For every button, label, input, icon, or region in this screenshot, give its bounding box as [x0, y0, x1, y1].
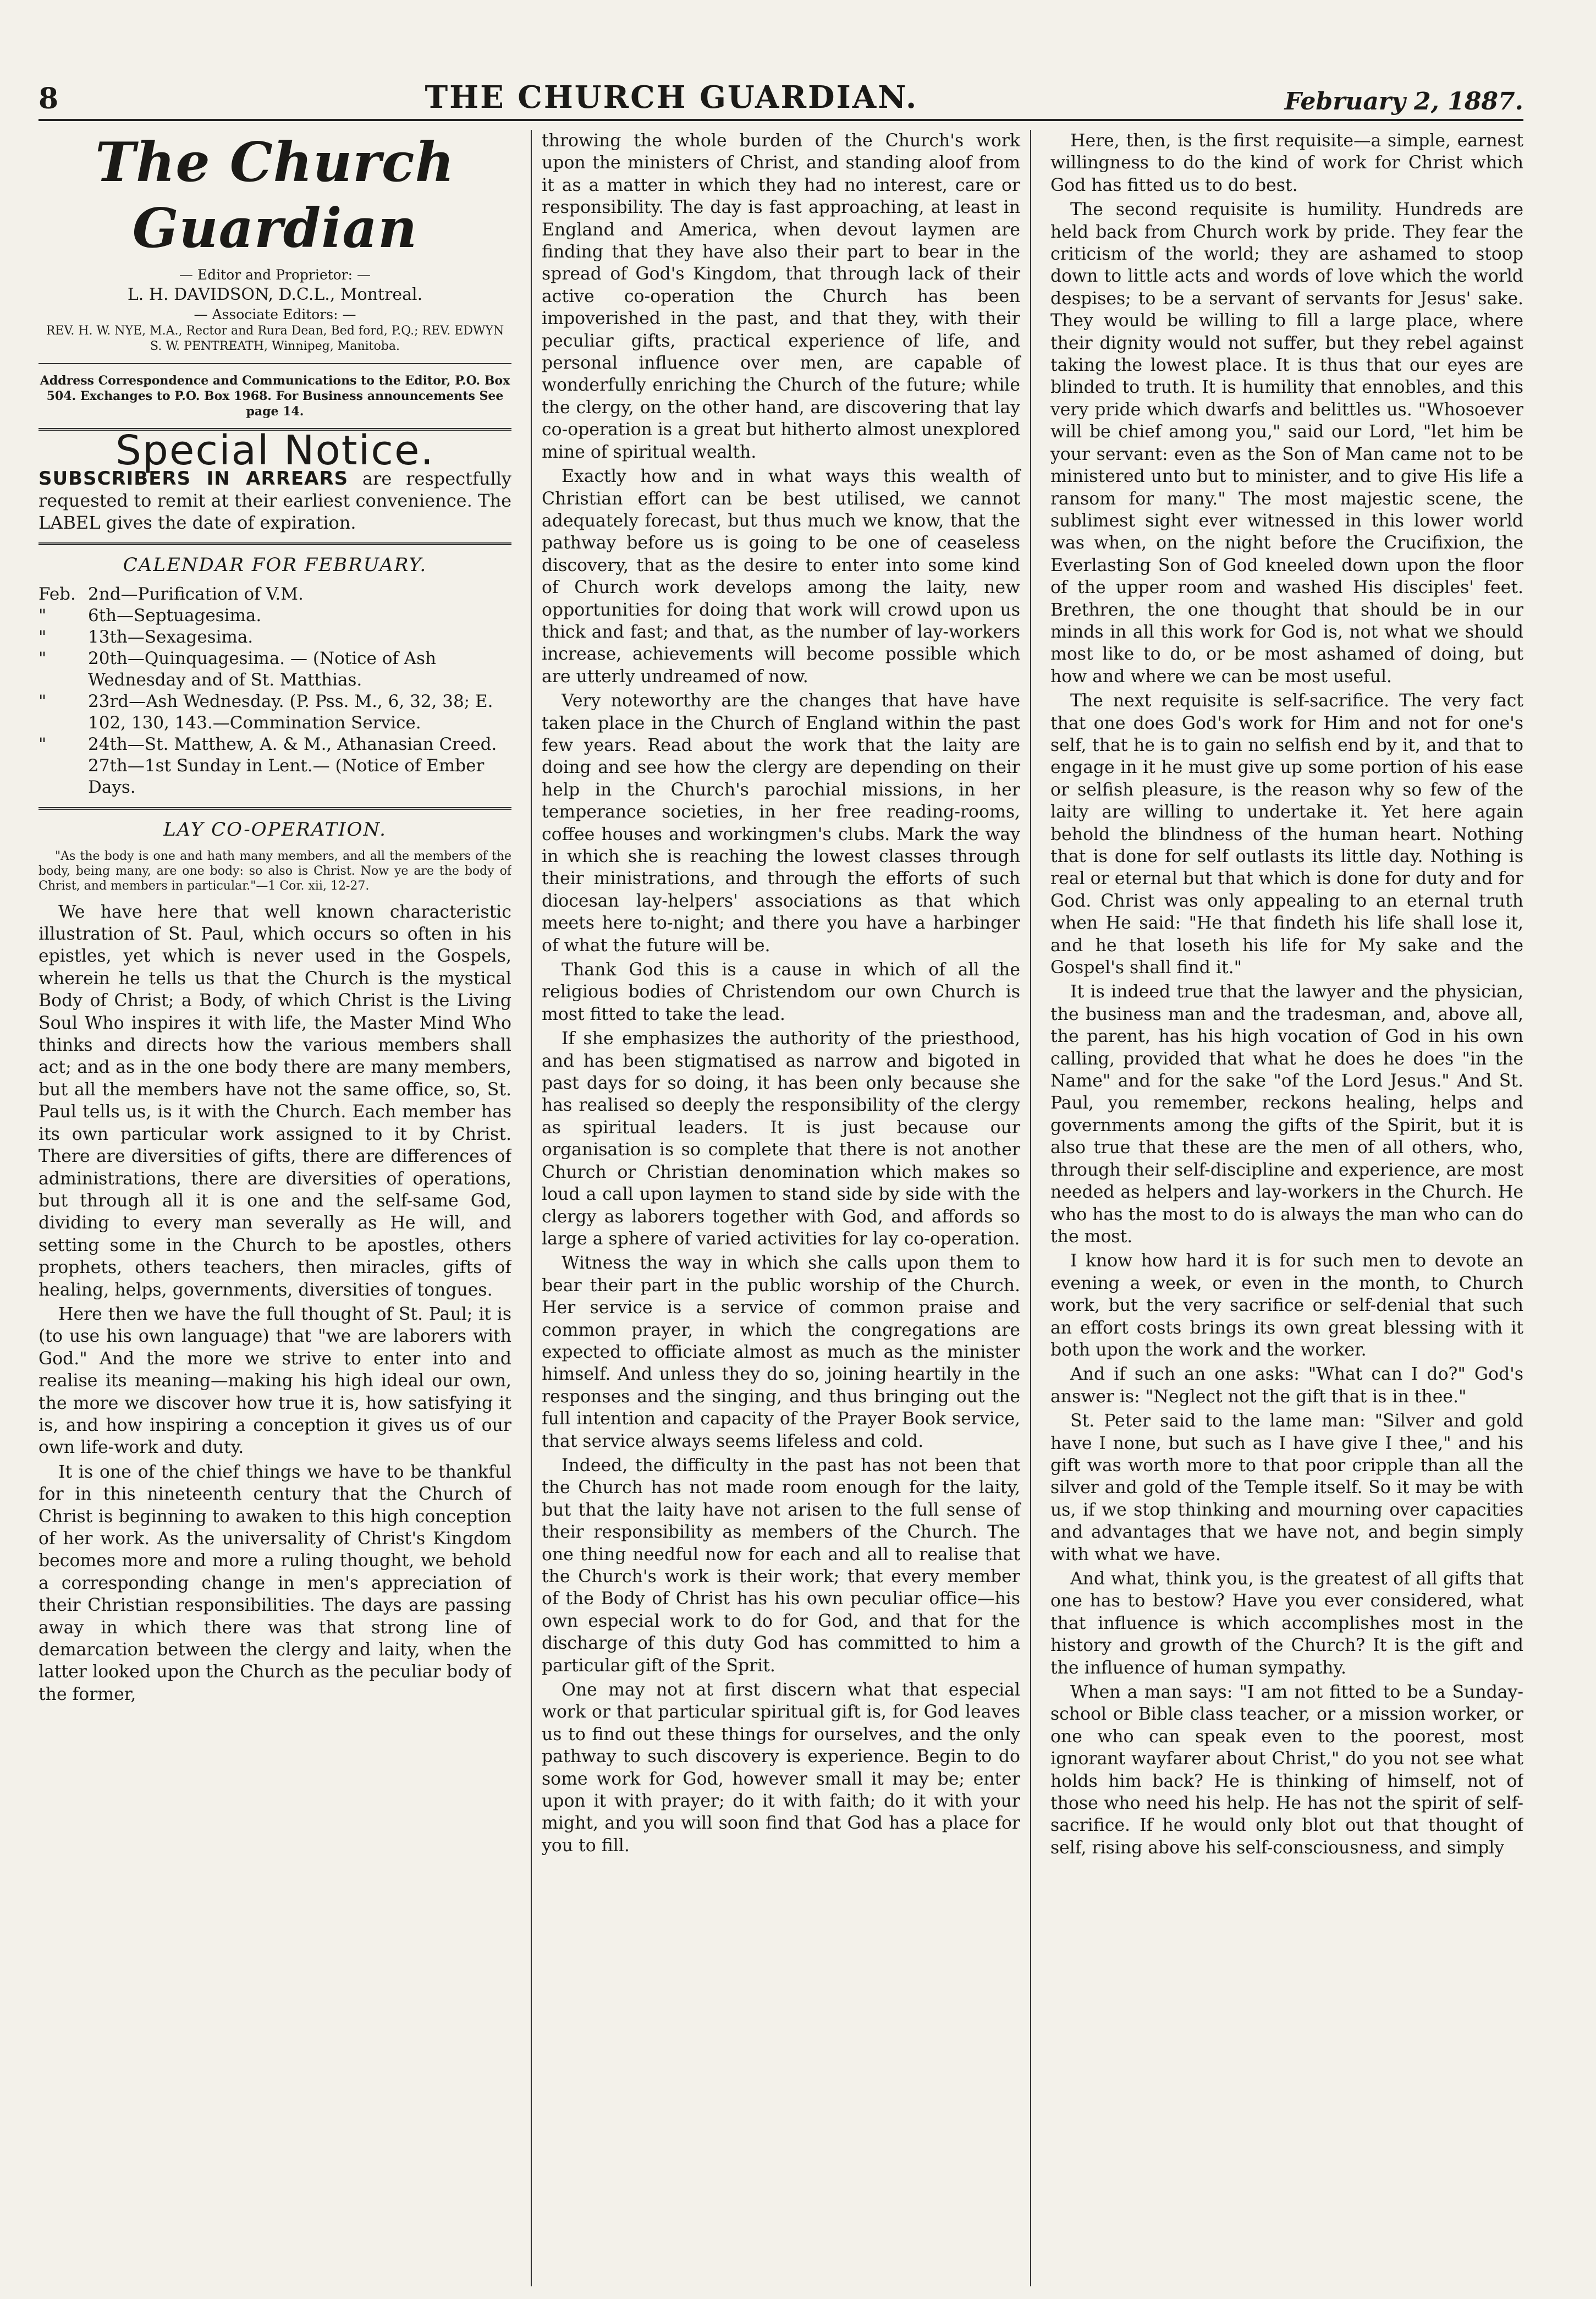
- editor-label: — Editor and Proprietor: —: [179, 267, 371, 283]
- editor-name: L. H. DAVIDSON, D.C.L., Montreal.: [127, 285, 423, 304]
- article-paragraph: I know how hard it is for such men to devote an evening a week, or even in the month, to Church work, but the very sacrifice or self-denial that such an effort costs brings its own great blessing with it both upon the work and the worker.: [1050, 1251, 1523, 1360]
- special-notice-body: [38, 468, 511, 534]
- article-paragraph: The next requisite is self-sacrifice. The very fact that one does God's work for Him and not for one's self, that he is to gain no selfish end by it, and that to engage in it he must give up some portion of his ease or selfish pleasure, is the reason why so few of the laity are willing to undertake it. Yet here again behold the blindness of the human heart. Nothing that is done for self outlasts its little day. Nothing is real or eternal but that which is done for duty and for God. Christ was only appealing to an eternal truth when He said: "He that findeth his life shall lose it, and he that loseth his life for My sake and the Gospel's shall find it.": [1050, 691, 1523, 978]
- running-title: THE CHURCH GUARDIAN.: [425, 79, 918, 116]
- calendar-entry: 27th—1st Sunday in Lent.— (Notice of Ember Days.: [88, 756, 485, 798]
- arrears-lead: SUBSCRIBERS IN ARREARS: [38, 467, 349, 490]
- article-paragraph: Witness the way in which she calls upon them to bear their part in the public worship of the Church. Her service is a service of common praise and common prayer, in which the congregations are expected to officiate almost as much as the minister himself. And unless they do so, joining heartily in the responses and the singing, and thus bringing out the full intention and capacity of the Prayer Book service, that service always seems lifeless and cold.: [542, 1253, 1020, 1451]
- article-paragraph: Very noteworthy are the changes that have have taken place in the Church of England within the past few years. Read about the work that the laity are doing and see how the clergy are depending on their help in the Church's parochial missions, in her temperance societies, in her free reading-rooms, coffee houses and workingmen's clubs. Mark the way in which she is reaching the lowest classes through their ministrations, and through the efforts of such diocesan lay-helpers' associations as that which meets here to-night; and there you have a harbinger of what the future will be.: [542, 691, 1020, 956]
- article-paragraph: Here, then, is the first requisite—a simple, earnest willingness to do the kind of work for Christ which God has fitted us to do best.: [1050, 131, 1523, 195]
- article-paragraph: And if such an one asks: "What can I do?" God's answer is: "Neglect not the gift that is in thee.": [1050, 1364, 1523, 1407]
- special-notice-title: Special Notice.: [115, 427, 435, 475]
- calendar-entry: " 13th—Sexagesima.: [38, 627, 254, 648]
- article-paragraph: Indeed, the difficulty in the past has not been that the Church has not made room enough for the laity, but that the laity have not arisen to the full sense of their responsibility as members of the Church. The one thing needful now for each and all to realise that the Church's work is their work; that every member of the Body of Christ has his own peculiar office—his own especial work to do for God, and that for the discharge of this duty God has committed to him a particular gift of the Sprit.: [542, 1455, 1020, 1676]
- calendar-entry: " 20th—Quinquagesima. — (Notice of Ash Wednesday and of St. Matthias.: [38, 649, 436, 690]
- article-paragraph: It is indeed true that the lawyer and the physician, the business man and the tradesman, and, above all, the parent, has his high vocation of God in his own calling, provided that what he does he does "in the Name" and for the sake "of the Lord Jesus." And St. Paul, you remember, reckons healing, helps and governments among the gifts of the Spirit, but it is also true that these are the men of all others, who, through their self-discipline and experience, are most needed as helpers and lay-workers in the Church. He who has the most to do is always the man who can do the most.: [1050, 982, 1523, 1247]
- calendar-entry: " 6th—Septuagesima.: [38, 606, 262, 626]
- article-title: LAY CO-OPERATION.: [163, 819, 387, 841]
- columns: [38, 130, 1523, 2286]
- arrears-text: are respectfully requested to remit at their earliest convenience. The LABEL gives the date of expiration.: [38, 468, 511, 533]
- address-note: Address Correspondence and Communications to the Editor, P.O. Box 504. Exchanges to P.O. Box 1968. For Business announcements See page 14.: [40, 374, 510, 419]
- newspaper-page: [38, 0, 1523, 2299]
- article-paragraph: It is one of the chief things we have to be thankful for in this nineteenth century that the Church of Christ is beginning to awaken to this high conception of her work. As the universality of Christ's Kingdom becomes more and more a ruling thought, we behold a corresponding change in men's appreciation of their Christian responsibilities. The days are passing away in which there was that strong line of demarcation between the clergy and laity, when the latter looked upon the Church as the peculiar body of the former,: [38, 1462, 511, 1704]
- calendar-entry: Feb. 2nd—Purification of V.M.: [38, 584, 304, 605]
- article-epigraph: "As the body is one and hath many members, and all the members of the body, being many, are one body: so also is Christ. Now ye are the body of Christ, and members in particular."—1 Cor. xii, 12-27.: [38, 849, 511, 893]
- calendar-list: [38, 584, 511, 798]
- article-paragraph: We have here that well known characteristic illustration of St. Paul, which occurs so often in his epistles, yet which is never used in the Gospels, wherein he tells us that the Church is the mystical Body of Christ; a Body, of which Christ is the Living Soul Who inspires it with life, the Master Mind Who thinks and directs how the various members shall act; and as in the one body there are many members, but all the members have not the same office, so, St. Paul tells us, is it with the Church. Each member has its own particular work assigned to it by Christ. There are diversities of gifts, there are differences of administrations, there are diversities of operations, but through all it is one and the self-same God, dividing to every man severally as He will, and setting some in the Church to be apostles, others prophets, others teachers, then miracles, gifts of healing, helps, governments, diversities of tongues.: [38, 902, 511, 1300]
- masthead-title: The Church Guardian: [95, 131, 455, 260]
- article-paragraph: Exactly how and in what ways this wealth of Christian effort can be best utilised, we cannot adequately forecast, but thus much we know, that the pathway before us is going to be one of ceaseless discovery, that as the desire to enter into some kind of Church work develops among the laity, new opportunities for doing that work will crowd upon us thick and fast; and that, as the number of lay-workers increase, achievements will become possible which are utterly undreamed of now.: [542, 467, 1020, 687]
- calendar-title: CALENDAR FOR FEBRUARY.: [123, 553, 427, 576]
- associate-label: — Associate Editors: —: [194, 306, 356, 323]
- page-number: 8: [38, 82, 59, 116]
- article-paragraph: Here then we have the full thought of St. Paul; it is (to use his own language) that "we are laborers with God." And the more we strive to enter into and realise its meaning—making his high ideal our own, the more we discover how true it is, how satisfying it is, and how inspiring a conception it gives us of our own life-work and duty.: [38, 1304, 511, 1458]
- page-header: [38, 77, 1523, 121]
- article-paragraph: The second requisite is humility. Hundreds are held back from Church work by pride. They fear the criticism of the world; they are ashamed to stoop down to little acts and words of love which the world despises; to be a servant of servants for Jesus' sake. They would be willing to fill a large place, where their dignity would not suffer, but they rebel against taking the lowest place. It is thus that our eyes are blinded to truth. It is humility that ennobles, and this very pride which dwarfs and belittles us. "Whosoever will be chief among you," said our Lord, "let him be your servant: even as the Son of Man came not to be ministered unto but to minister, and to give His life a ransom for many." The most majestic scene, the sublimest sight ever witnessed in this lower world was when, on the night before the Crucifixion, the Everlasting Son of God kneeled down upon the floor of the upper room and washed His disciples' feet. Brethren, the one thought that should be in our minds in all this work for God is, not what we should most like to do, or be most ashamed of doing, but how and where we can be most useful.: [1050, 200, 1523, 687]
- column-middle: [531, 130, 1031, 2286]
- article-paragraph: If she emphasizes the authority of the priesthood, and has been stigmatised as narrow and bigoted in past days for so doing, it has been only because she has realised so deeply the responsibility of the clergy as spiritual leaders. It is just because our organisation is so complete that there is not another Church or Christian denomination which makes so loud a call upon laymen to stand side by side with the clergy as laborers together with God, and affords so large a sphere of varied activities for lay co-operation.: [542, 1029, 1020, 1249]
- column-right: [1050, 130, 1523, 2286]
- article-paragraph: One may not at first discern what that especial work or that particular spiritual gift is, for God leaves us to find out these things for ourselves, and the only pathway to such discovery is experience. Begin to do some work for God, however small it may be; enter upon it with prayer; do it with faith; do it with your might, and you will soon find that God has a place for you to fill.: [542, 1680, 1020, 1856]
- issue-date: February 2, 1887.: [1284, 87, 1523, 116]
- associate-editors: REV. H. W. NYE, M.A., Rector and Rura Dean, Bed ford, P.Q.; REV. EDWYN S. W. PENTREATH, Winnipeg, Manitoba.: [46, 324, 504, 354]
- divider: [38, 363, 511, 364]
- article-paragraph: When a man says: "I am not fitted to be a Sunday-school or Bible class teacher, or a mission worker, or one who can speak even to the poorest, most ignorant wayfarer about Christ," do you not see what holds him back? He is thinking of himself, not of those who need his help. He has not the spirit of self-sacrifice. If he would only blot out that thought of self, rising above his self-consciousness, and simply: [1050, 1682, 1523, 1858]
- article-paragraph: Thank God this is a cause in which of all the religious bodies of Christendom our own Church is most fitted to take the lead.: [542, 960, 1020, 1024]
- calendar-entry: " 24th—St. Matthew, A. & M., Athanasian Creed.: [38, 734, 497, 755]
- article-paragraph: And what, think you, is the greatest of all gifts that one has to bestow? Have you ever considered, what that influence is which accomplishes most in the history and growth of the Church? It is the gift and the influence of human sympathy.: [1050, 1569, 1523, 1678]
- article-paragraph: St. Peter said to the lame man: "Silver and gold have I none, but such as I have give I thee," and his gift was worth more to that poor cripple than all the silver and gold of the Temple itself. So it may be with us, if we stop thinking and mourning over capacities and advantages that we have not, and begin simply with what we have.: [1050, 1411, 1523, 1565]
- divider: [38, 807, 511, 810]
- calendar-entry: " 23rd—Ash Wednesday. (P. Pss. M., 6, 32, 38; E. 102, 130, 143.—Commination Service.: [38, 692, 493, 733]
- article-paragraph: throwing the whole burden of the Church's work upon the ministers of Christ, and standing aloof from it as a matter in which they had no interest, care or responsibility. The day is fast approaching, at least in England and America, when devout laymen are finding that they have also their part to bear in the spread of God's Kingdom, that through lack of their active co-operation the Church has been impoverished in the past, and that they, with their peculiar gifts, practical experience of life, and personal influence over men, are capable of wonderfully enriching the Church of the future; while the clergy, on the other hand, are discovering that lay co-operation is a great but hitherto almost unexplored mine of spiritual wealth.: [542, 131, 1020, 462]
- column-left: [38, 130, 511, 2286]
- divider: [38, 542, 511, 545]
